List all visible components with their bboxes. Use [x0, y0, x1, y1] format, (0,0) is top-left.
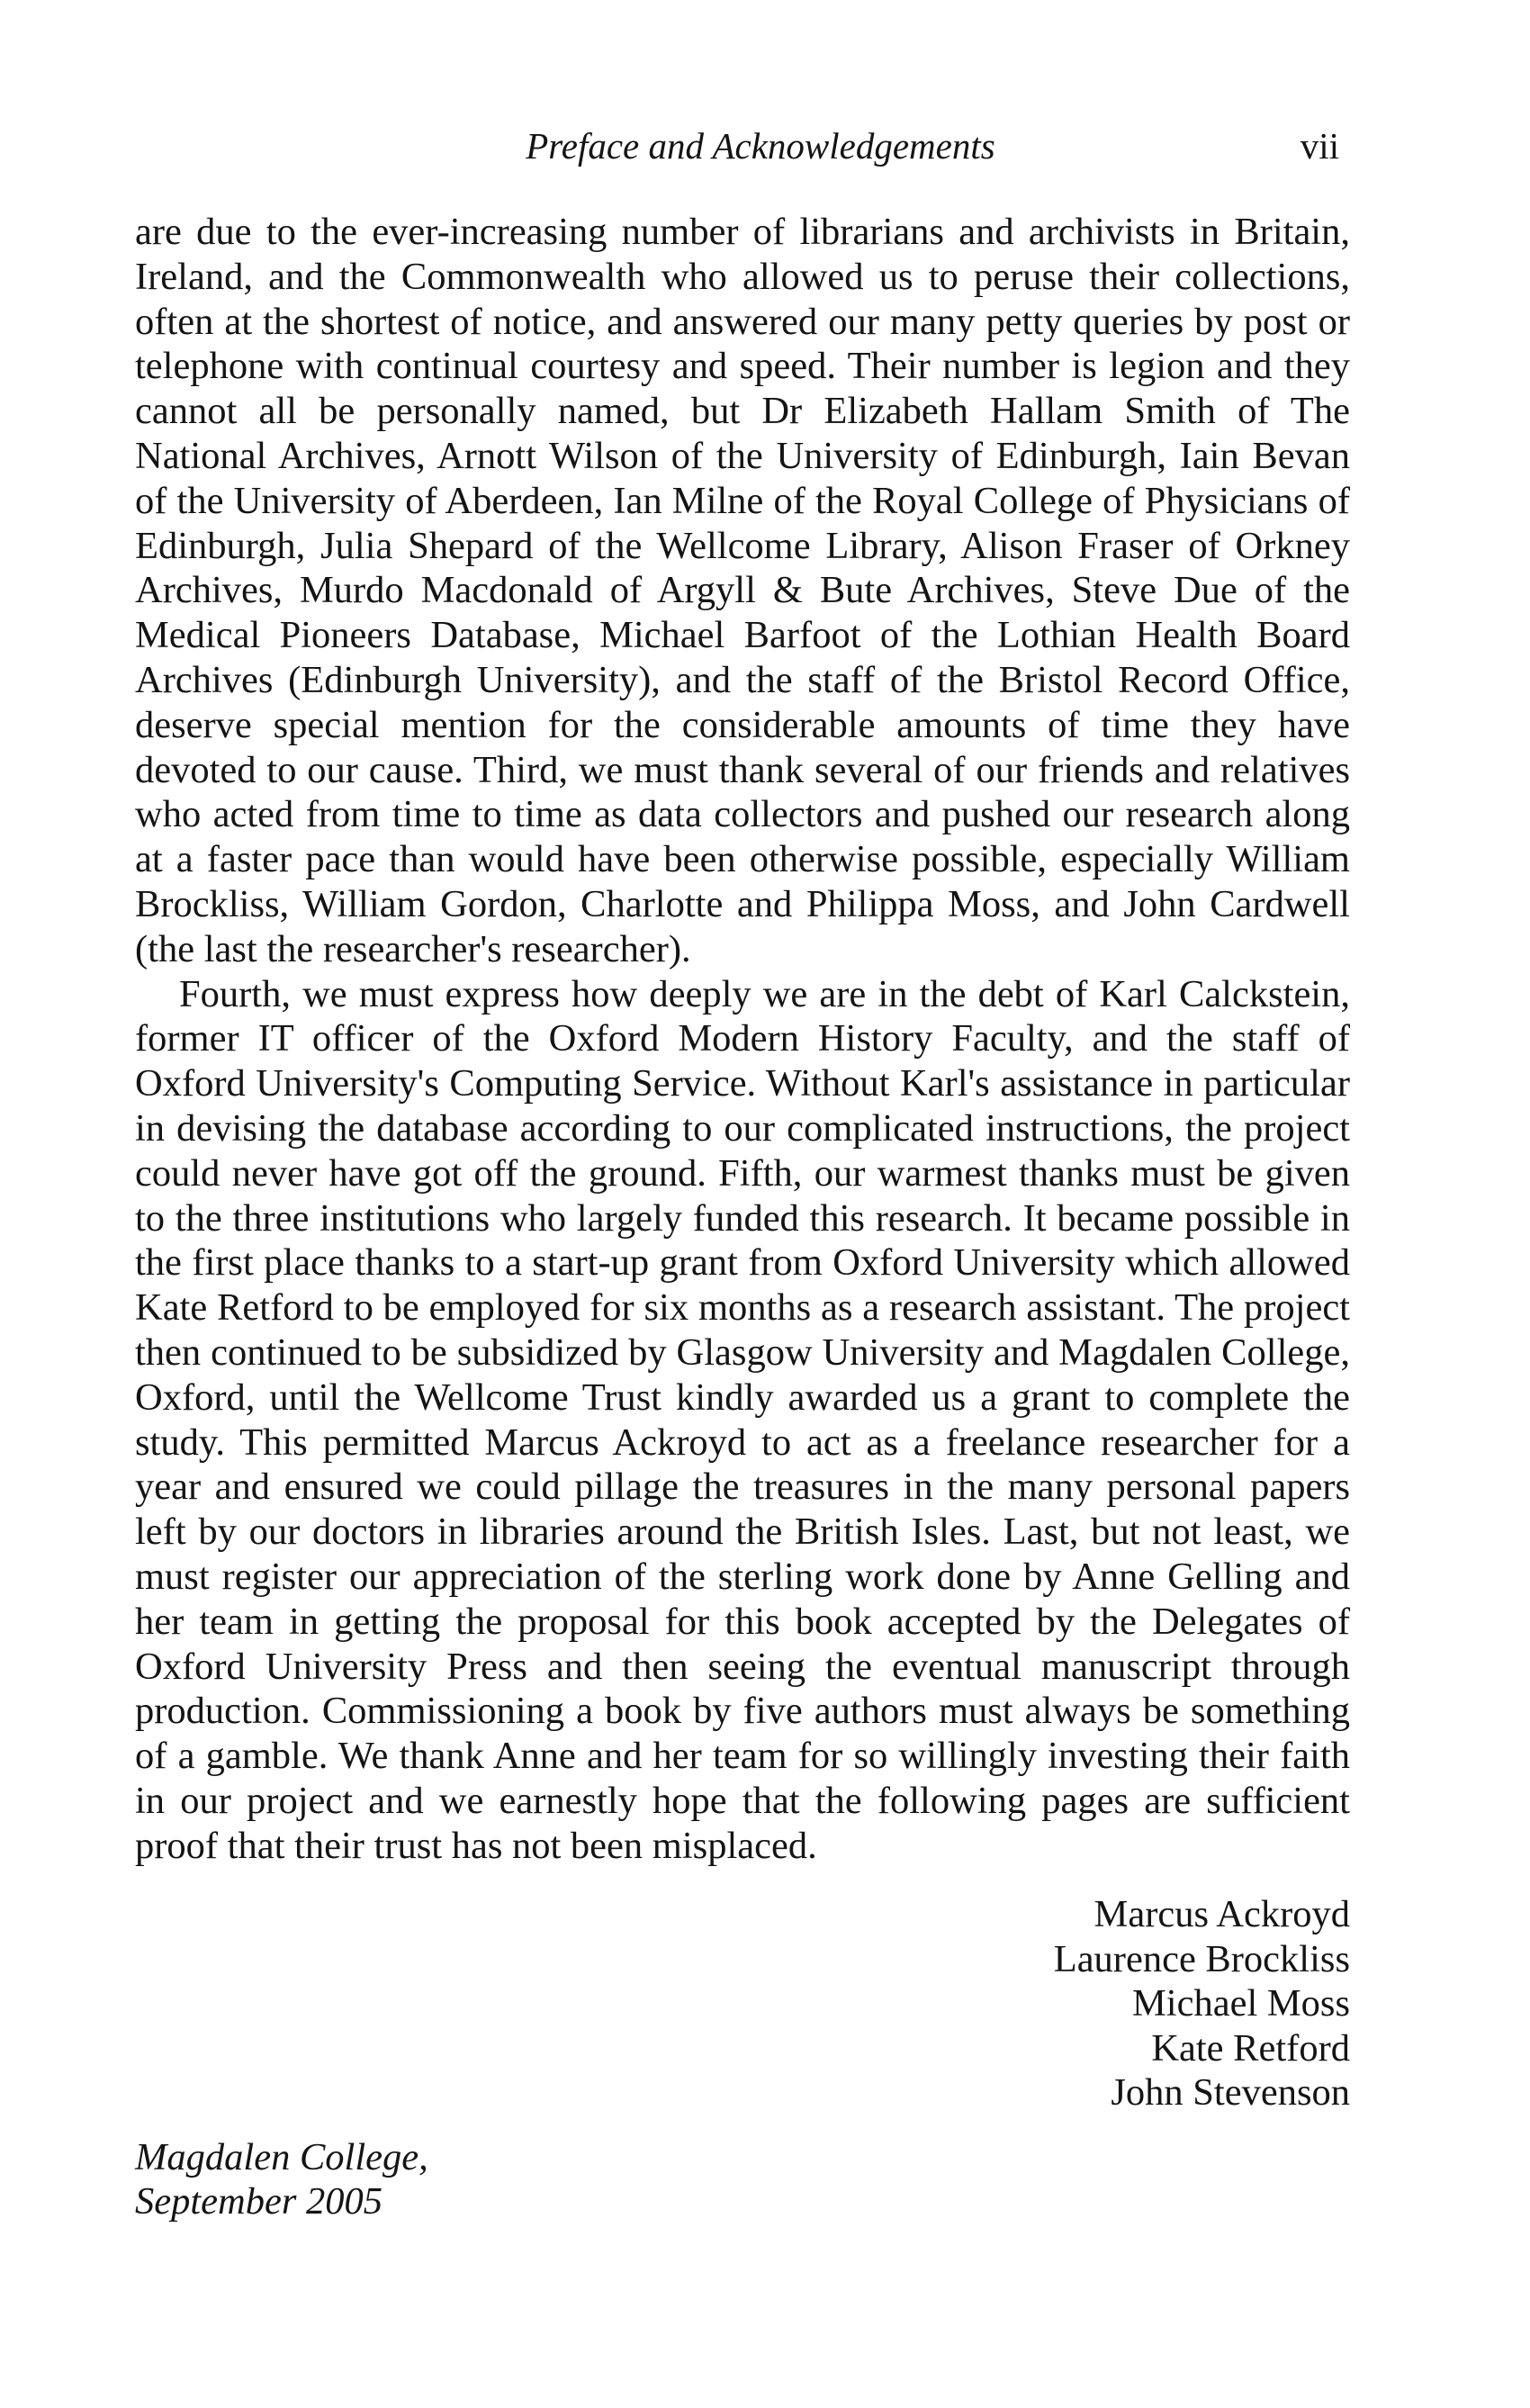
paragraph-fourth-fifth: Fourth, we must express how deeply we are in the debt of Karl Calckstein, former IT officer of the Oxford Modern History Faculty, and the staff of Oxford University's Computing Service. Without Karl's assistance in particular in devising the database according to our complicated instructions, the project could never have got off the ground. Fifth, our warmest thanks must be given to the three institutions who largely funded this research. It became possible in the first place thanks to a start-up grant from Oxford University which allowed Kate Retford to be employed for six months as a research assistant. The project then continued to be subsidized by Glasgow University and Magdalen College, Oxford, until the Wellcome Trust kindly awarded us a grant to complete the study. This permitted Marcus Ackroyd to act as a freelance researcher for a year and ensured we could pillage the treasures in the many personal papers left by our doctors in libraries around the British Isles. Last, but not least, we must register our appreciation of the sterling work done by Anne Gelling and her team in getting the proposal for this book accepted by the Delegates of Oxford University Press and then seeing the eventual manuscript through production. Commissioning a book by five authors must always be something of a gamble. We thank Anne and her team for so willingly investing their faith in our project and we earnestly hope that the following pages are sufficient proof that their trust has not been misplaced.: [135, 972, 1350, 1867]
place-date: [135, 2135, 1350, 2224]
signoff-place: Magdalen College,: [135, 2135, 428, 2178]
page-number: vii: [1300, 125, 1339, 167]
author-signatures: [135, 1892, 1350, 2115]
author-name: Laurence Brockliss: [1053, 1937, 1350, 1980]
book-page: [135, 117, 1350, 2224]
running-head: [135, 117, 1350, 185]
author-name: Marcus Ackroyd: [1094, 1893, 1350, 1936]
author-name: John Stevenson: [1111, 2071, 1350, 2115]
running-title: Preface and Acknowledgements: [526, 125, 995, 167]
signoff-date: September 2005: [135, 2180, 383, 2223]
body-text: [135, 210, 1350, 1868]
paragraph-continued: are due to the ever-increasing number of librarians and archivists in Britain, Ireland, and the Commonwealth who allowed us to peruse their collections, often at the shortest of notice, and answered our many petty queries by post or telephone with continual courtesy and speed. Their number is legion and they cannot all be personally named, but Dr Elizabeth Hallam Smith of The National Archives, Arnott Wilson of the University of Edinburgh, Iain Bevan of the University of Aberdeen, Ian Milne of the Royal College of Physicians of Edinburgh, Julia Shepard of the Wellcome Library, Alison Fraser of Orkney Archives, Murdo Macdonald of Argyll & Bute Archives, Steve Due of the Medical Pioneers Database, Michael Barfoot of the Lothian Health Board Archives (Edinburgh University), and the staff of the Bristol Record Office, deserve special mention for the considerable amounts of time they have devoted to our cause. Third, we must thank several of our friends and relatives who acted from time to time as data collectors and pushed our research along at a faster pace than would have been otherwise possible, especially William Brockliss, William Gordon, Charlotte and Philippa Moss, and John Cardwell (the last the researcher's researcher).: [135, 211, 1350, 970]
author-name: Michael Moss: [1132, 1982, 1350, 2025]
author-name: Kate Retford: [1151, 2026, 1350, 2070]
